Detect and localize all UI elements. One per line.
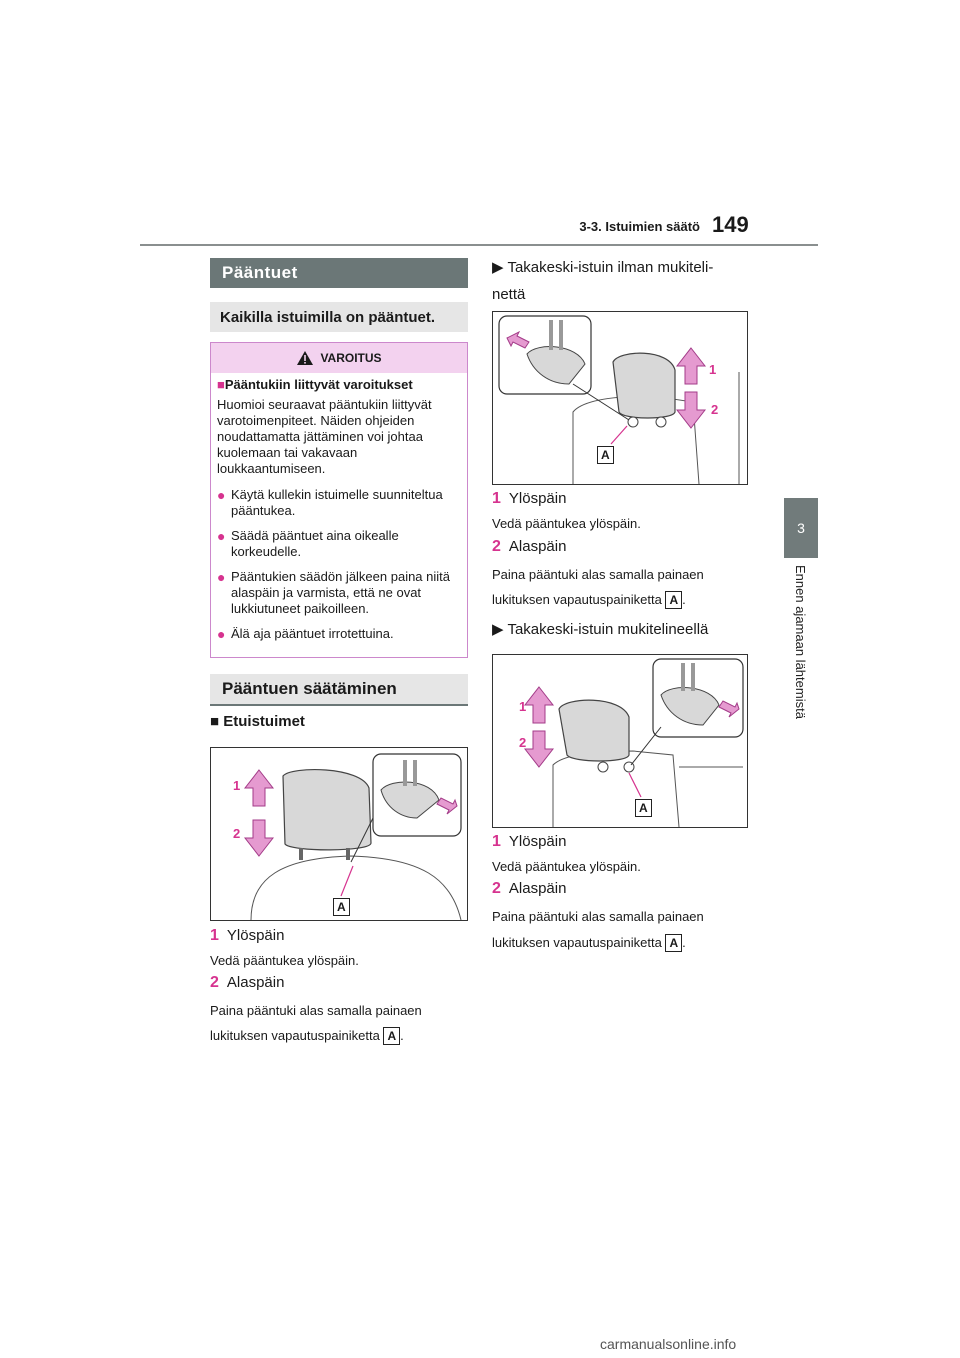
rear2-heading bbox=[492, 620, 708, 638]
rear2-headrest-illustration bbox=[493, 655, 747, 827]
rear2-step1-text: Vedä pääntukea ylöspäin. bbox=[492, 859, 641, 874]
warning-bullet bbox=[217, 626, 461, 642]
triangle-bullet-icon: ▶ bbox=[492, 621, 504, 638]
rear1-headrest-figure bbox=[492, 311, 748, 485]
warning-triangle-icon bbox=[296, 350, 314, 366]
front-step1-text: Vedä pääntukea ylöspäin. bbox=[210, 953, 359, 968]
step-number: 1 bbox=[210, 927, 219, 944]
rear2-heading-text: Takakeski-istuin mukitelineellä bbox=[507, 621, 709, 638]
button-label-a: A bbox=[597, 446, 614, 464]
arrow-label-1: 1 bbox=[233, 778, 241, 793]
warning-bullet-text: Säädä pääntuet aina oikealle korkeudelle. bbox=[231, 528, 399, 559]
arrow-label-2: 2 bbox=[233, 826, 241, 841]
triangle-bullet-icon: ▶ bbox=[492, 259, 504, 276]
rear1-heading-text: Takakeski-istuin ilman mukiteli-nettä bbox=[492, 259, 714, 303]
step-number: 1 bbox=[492, 490, 501, 507]
front-heading bbox=[210, 713, 305, 730]
section-header: 3-3. Istuimien säätö bbox=[579, 219, 700, 234]
front-step2-text-b: lukituksen vapautuspainiketta bbox=[210, 1028, 380, 1043]
chapter-tab: 3 bbox=[784, 498, 818, 558]
watermark: carmanualsonline.info bbox=[600, 1336, 737, 1352]
rear1-step1-title: Ylöspäin bbox=[508, 490, 567, 507]
rear2-step2-text-b: lukituksen vapautuspainiketta bbox=[492, 935, 662, 950]
period: . bbox=[682, 592, 686, 607]
period: . bbox=[400, 1028, 404, 1043]
warning-header bbox=[211, 343, 467, 373]
warning-subheading-text: Pääntukiin liittyvät varoitukset bbox=[224, 377, 413, 392]
rear1-headrest-illustration bbox=[493, 312, 747, 484]
front-headrest-figure bbox=[210, 747, 468, 921]
warning-text: Huomioi seuraavat pääntukiin liittyvät varotoimenpiteet. Näiden ohjeiden noudattamatta jättäminen voi johtaa kuolemaan tai vakavaan loukkaantumiseen. bbox=[217, 397, 432, 476]
warning-bullet bbox=[217, 487, 461, 519]
warning-title: VAROITUS bbox=[320, 351, 382, 365]
warning-body bbox=[211, 373, 467, 655]
arrow-label-1: 1 bbox=[519, 699, 527, 714]
step-number: 2 bbox=[210, 974, 219, 991]
step-number: 1 bbox=[492, 833, 501, 850]
rear1-step1-text: Vedä pääntukea ylöspäin. bbox=[492, 516, 641, 531]
warning-bullet-text: Pääntukien säädön jälkeen paina niitä alaspäin ja varmista, että ne ovat lukkiutuneet paikoilleen. bbox=[231, 569, 451, 616]
warning-box bbox=[210, 342, 468, 658]
front-step2-text-b-line bbox=[210, 1027, 404, 1045]
header-rule bbox=[140, 244, 818, 246]
bullet-dot-icon: ● bbox=[217, 626, 226, 642]
warning-bullet bbox=[217, 569, 461, 617]
chapter-side-title-text: Ennen ajamaan lähtemistä bbox=[793, 565, 808, 719]
arrow-label-1: 1 bbox=[709, 362, 717, 377]
front-step2-text-a: Paina pääntuki alas samalla painaen bbox=[210, 1003, 422, 1018]
square-bullet-icon: ■ bbox=[217, 377, 225, 392]
step-number: 2 bbox=[492, 538, 501, 555]
rear1-step1 bbox=[492, 490, 566, 508]
adjust-title: Pääntuen säätäminen bbox=[210, 674, 468, 706]
intro-heading: Kaikilla istuimilla on pääntuet. bbox=[210, 302, 468, 332]
front-step1-title: Ylöspäin bbox=[226, 927, 285, 944]
step-number: 2 bbox=[492, 880, 501, 897]
rear1-step2-title: Alaspäin bbox=[508, 538, 567, 555]
rear2-step2-text-a: Paina pääntuki alas samalla painaen bbox=[492, 909, 704, 924]
warning-bullet-text: Älä aja pääntuet irrotettuina. bbox=[231, 626, 394, 641]
period: . bbox=[682, 935, 686, 950]
button-label-a: A bbox=[665, 934, 682, 952]
rear1-step2 bbox=[492, 538, 566, 556]
rear2-headrest-figure bbox=[492, 654, 748, 828]
button-label-a: A bbox=[333, 898, 350, 916]
rear1-step2-text-a: Paina pääntuki alas samalla painaen bbox=[492, 567, 704, 582]
warning-bullet-text: Käytä kullekin istuimelle suunniteltua pääntukea. bbox=[231, 487, 443, 518]
chapter-side-title bbox=[780, 565, 820, 765]
warning-subheading bbox=[217, 377, 461, 393]
button-label-a: A bbox=[635, 799, 652, 817]
front-step1 bbox=[210, 927, 284, 945]
warning-bullet bbox=[217, 528, 461, 560]
page-number: 149 bbox=[712, 212, 749, 237]
rear2-step1-title: Ylöspäin bbox=[508, 833, 567, 850]
rear2-step2 bbox=[492, 880, 566, 898]
square-bullet-icon: ■ bbox=[210, 713, 220, 730]
button-label-a: A bbox=[383, 1027, 400, 1045]
bullet-dot-icon: ● bbox=[217, 569, 226, 585]
rear2-step1 bbox=[492, 833, 566, 851]
front-step2-title: Alaspäin bbox=[226, 974, 285, 991]
front-headrest-illustration bbox=[211, 748, 467, 920]
arrow-label-2: 2 bbox=[519, 735, 527, 750]
rear1-step2-text-b: lukituksen vapautuspainiketta bbox=[492, 592, 662, 607]
bullet-dot-icon: ● bbox=[217, 528, 226, 544]
section-title: Pääntuet bbox=[210, 258, 468, 288]
button-label-a: A bbox=[665, 591, 682, 609]
front-heading-text: Etuistuimet bbox=[223, 713, 305, 730]
bullet-dot-icon: ● bbox=[217, 487, 226, 503]
rear2-step2-title: Alaspäin bbox=[508, 880, 567, 897]
rear1-step2-text-b-line bbox=[492, 591, 686, 609]
front-step2 bbox=[210, 974, 284, 992]
arrow-label-2: 2 bbox=[711, 402, 719, 417]
rear1-heading bbox=[492, 254, 742, 308]
rear2-step2-text-b-line bbox=[492, 934, 686, 952]
